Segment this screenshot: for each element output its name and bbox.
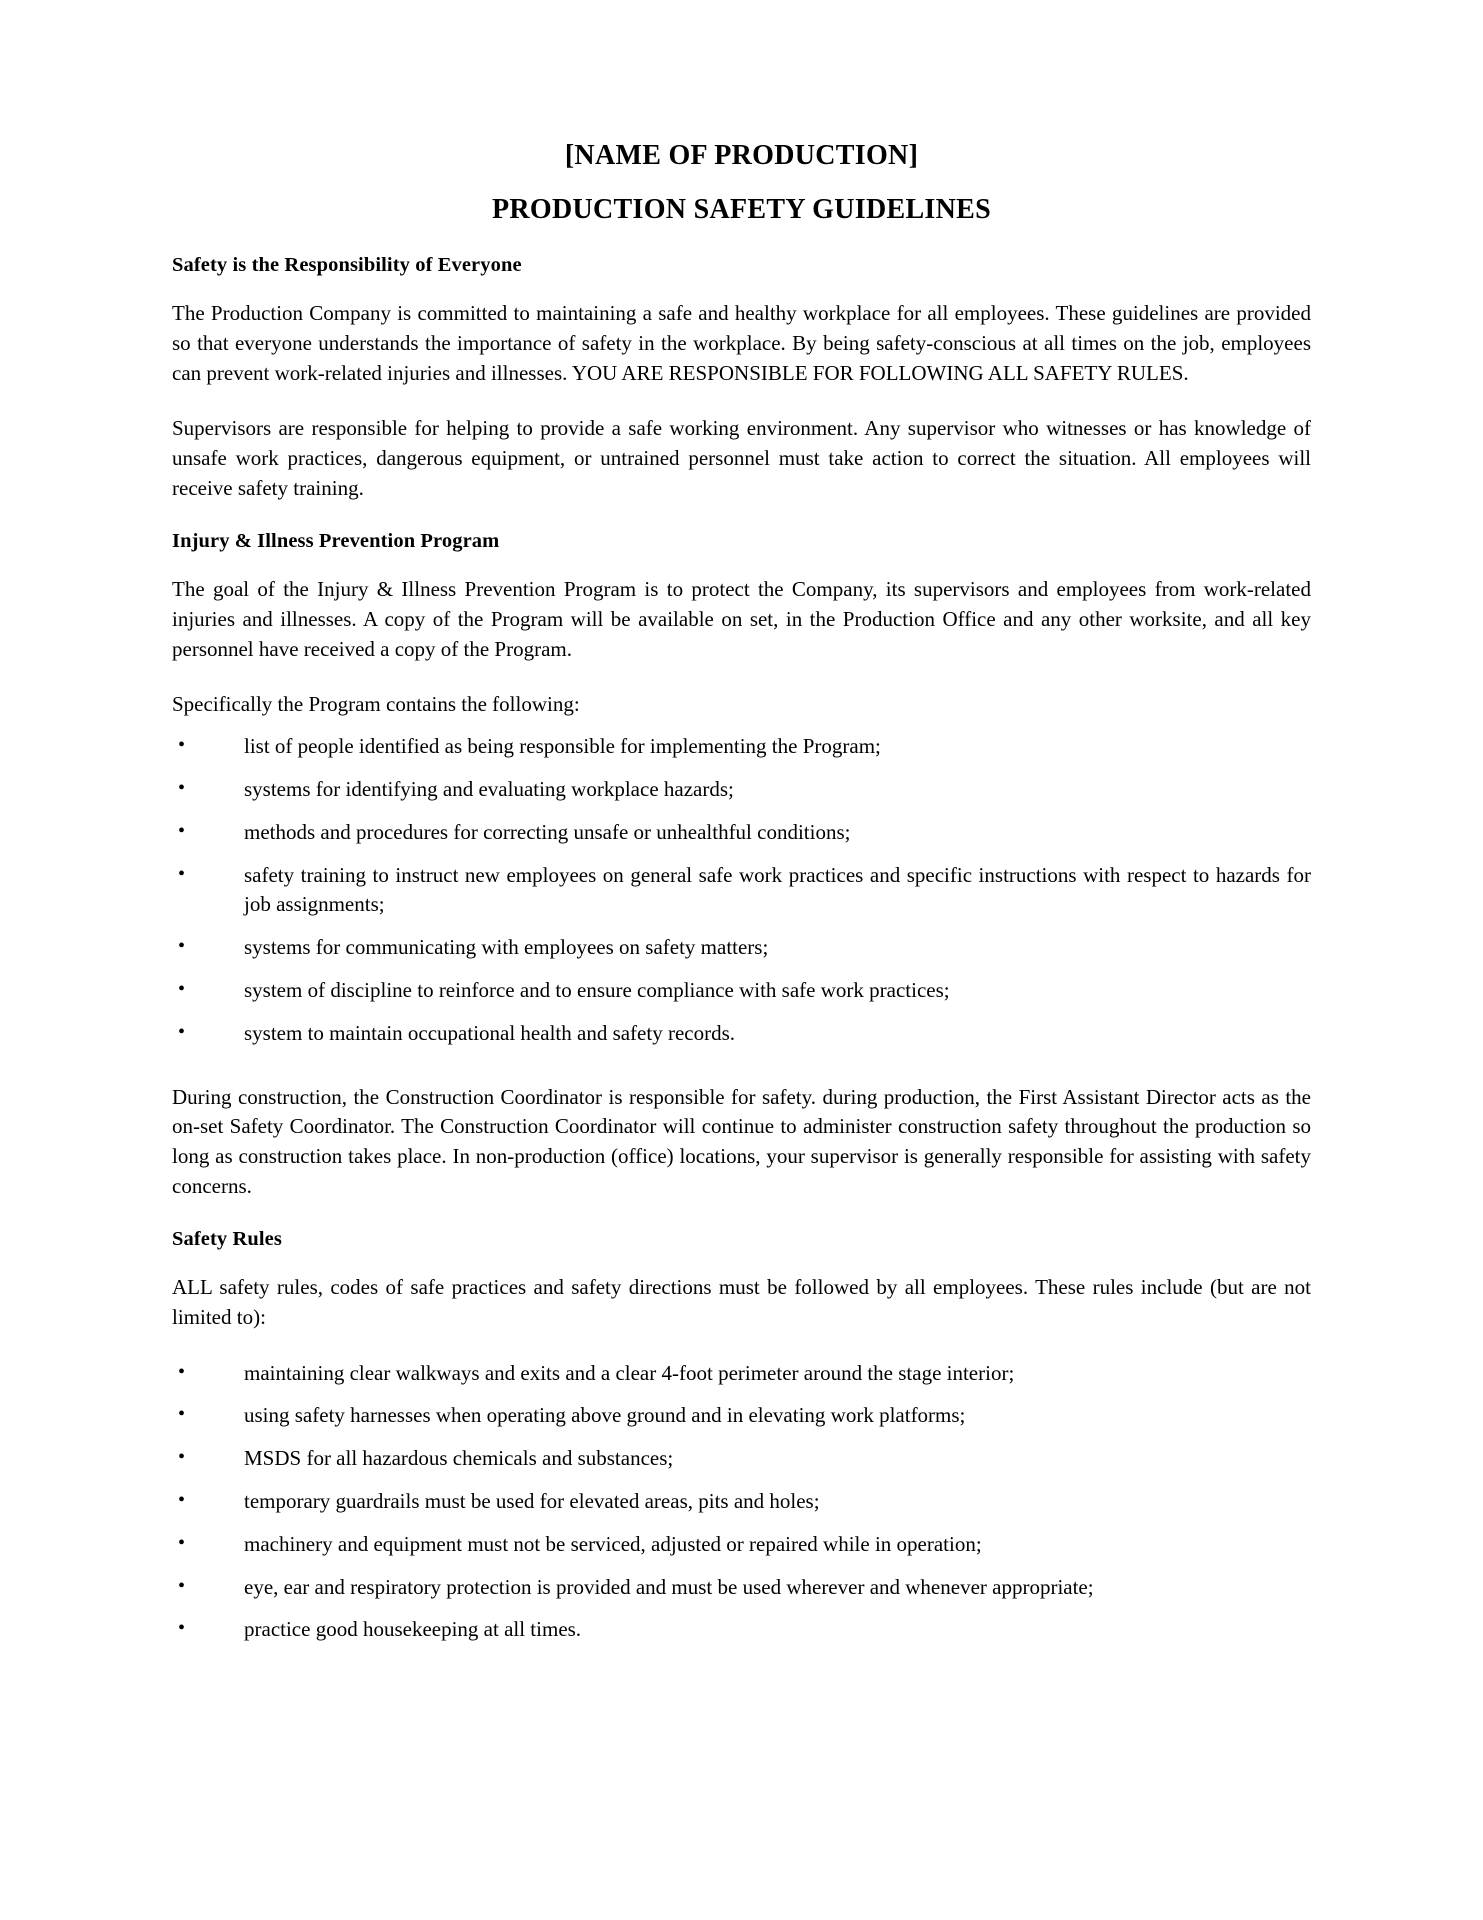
paragraph-company-commitment: The Production Company is committed to maintaining a safe and healthy workplace for all employees. These guidelines are provided so that everyone understands the importance of safety in the workplace. By being safety-conscious at all times on the job, employees can prevent work-related injuries and illnesses. YOU ARE RESPONSIBLE FOR FOLLOWING ALL SAFETY RULES. bbox=[172, 301, 1311, 385]
list-item-text: temporary guardrails must be used for elevated areas, pits and holes; bbox=[244, 1488, 820, 1513]
list-item bbox=[172, 818, 1311, 848]
list-item-text: maintaining clear walkways and exits and a clear 4-foot perimeter around the stage interior; bbox=[244, 1360, 1015, 1385]
bullet-icon: • bbox=[178, 1531, 186, 1554]
list-item bbox=[172, 1359, 1311, 1389]
bullet-icon: • bbox=[178, 1574, 186, 1597]
list-item bbox=[172, 1444, 1311, 1474]
list-item-text: safety training to instruct new employees on general safe work practices and specific instructions with respect to hazards for job assignments; bbox=[244, 862, 1311, 917]
list-item bbox=[172, 1573, 1311, 1603]
page-subtitle: PRODUCTION SAFETY GUIDELINES bbox=[491, 194, 991, 225]
list-item bbox=[172, 732, 1311, 762]
bullet-icon: • bbox=[178, 862, 186, 885]
list-item-text: methods and procedures for correcting unsafe or unhealthful conditions; bbox=[244, 819, 851, 844]
page-title: [NAME OF PRODUCTION] bbox=[564, 140, 919, 171]
list-item-text: using safety harnesses when operating above ground and in elevating work platforms; bbox=[244, 1403, 966, 1428]
list-item bbox=[172, 1401, 1311, 1431]
bullet-icon: • bbox=[178, 1360, 186, 1383]
list-item-text: MSDS for all hazardous chemicals and substances; bbox=[244, 1446, 674, 1471]
list-item-text: machinery and equipment must not be serviced, adjusted or repaired while in operation; bbox=[244, 1531, 982, 1556]
bullet-icon: • bbox=[178, 776, 186, 799]
list-item-text: systems for communicating with employees on safety matters; bbox=[244, 935, 769, 960]
section-heading-injury-illness-prevention: Injury & Illness Prevention Program bbox=[172, 529, 500, 552]
spacer bbox=[172, 1073, 1311, 1083]
paragraph-construction-coordinator: During construction, the Construction Coordinator is responsible for safety. during production, the First Assistant Director acts as the on-set Safety Coordinator. The Construction Coordinator will continue to administer construction safety throughout the production so long as construction takes place. In non-production (office) locations, your supervisor is generally responsible for assisting with safety concerns. bbox=[172, 1084, 1311, 1199]
paragraph-program-goal: The goal of the Injury & Illness Prevention Program is to protect the Company, its supervisors and employees from work-related injuries and illnesses. A copy of the Program will be available on set, in the Production Office and any other worksite, and all key personnel have received a copy of the Program. bbox=[172, 576, 1311, 661]
list-item-text: practice good housekeeping at all times. bbox=[244, 1617, 582, 1642]
list-item bbox=[172, 775, 1311, 805]
bullet-icon: • bbox=[178, 819, 186, 842]
list-item bbox=[172, 1615, 1311, 1645]
bullet-icon: • bbox=[178, 1617, 186, 1640]
list-item-text: system to maintain occupational health and safety records. bbox=[244, 1020, 736, 1045]
bullet-list-program-contents bbox=[172, 732, 1311, 1049]
list-item bbox=[172, 933, 1311, 963]
list-item bbox=[172, 1019, 1311, 1049]
list-item bbox=[172, 1487, 1311, 1517]
bullet-list-safety-rules bbox=[172, 1359, 1311, 1646]
list-item-text: list of people identified as being responsible for implementing the Program; bbox=[244, 734, 881, 759]
list-item-text: systems for identifying and evaluating workplace hazards; bbox=[244, 776, 734, 801]
list-item bbox=[172, 1530, 1311, 1560]
section-heading-safety-rules: Safety Rules bbox=[172, 1227, 282, 1250]
list-item-text: eye, ear and respiratory protection is provided and must be used wherever and whenever appropriate; bbox=[244, 1574, 1094, 1599]
list-item-text: system of discipline to reinforce and to ensure compliance with safe work practices; bbox=[244, 978, 950, 1002]
section-heading-safety-responsibility: Safety is the Responsibility of Everyone bbox=[172, 254, 522, 276]
bullet-icon: • bbox=[178, 1020, 186, 1043]
bullet-icon: • bbox=[178, 734, 186, 757]
paragraph-supervisor-responsibility: Supervisors are responsible for helping to provide a safe working environment. Any supervisor who witnesses or has knowledge of unsafe work practices, dangerous equipment, or untrained personnel must take action to correct the situation. All employees will receive safety training. bbox=[172, 416, 1311, 501]
list-intro-program-contents: Specifically the Program contains the following: bbox=[172, 692, 580, 717]
list-item bbox=[172, 861, 1311, 921]
bullet-icon: • bbox=[178, 935, 186, 958]
list-item bbox=[172, 976, 1311, 1006]
bullet-icon: • bbox=[178, 978, 186, 1000]
bullet-icon: • bbox=[178, 1446, 186, 1469]
bullet-icon: • bbox=[178, 1403, 186, 1426]
bullet-icon: • bbox=[178, 1488, 186, 1511]
list-intro-safety-rules: ALL safety rules, codes of safe practices and safety directions must be followed by all employees. These rules include (but are not limited to): bbox=[172, 1274, 1311, 1329]
